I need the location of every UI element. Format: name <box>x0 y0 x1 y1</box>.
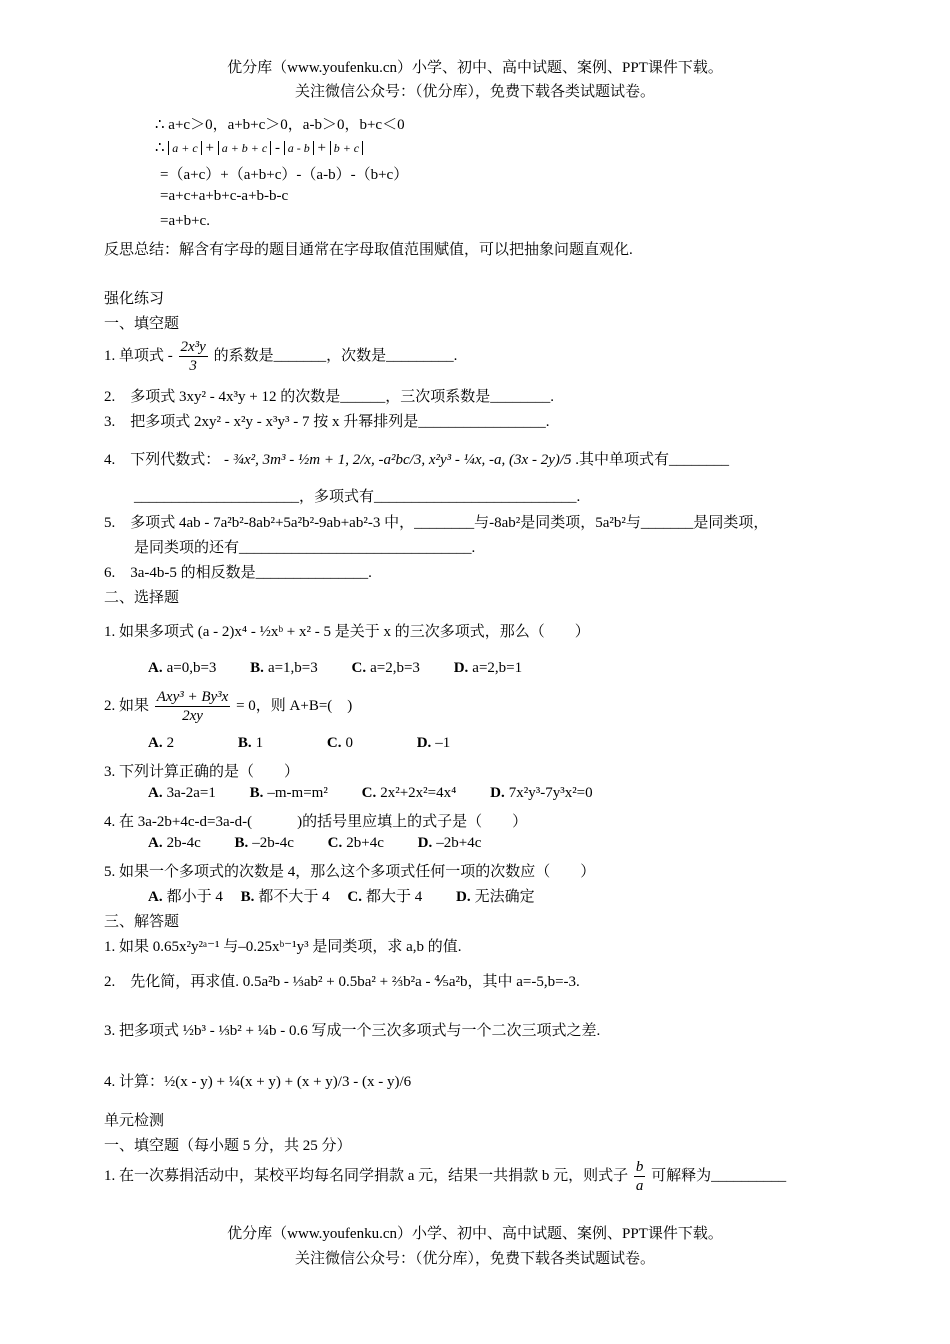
q4-expressions: - ¾x², 3m³ - ½m + 1, 2/x, -a²bc/3, x²y³ - ¼x, -a, (3x - 2y)/5 <box>224 452 572 468</box>
abs-a-minus-b: a - b <box>284 141 314 155</box>
therefore-symbol: ∴ <box>155 140 165 156</box>
unit-test-title: 单元检测 <box>104 1113 165 1129</box>
question-5-continued: 是同类项的还有_______________________________. <box>134 540 476 556</box>
solution-line-3: =（a+c）+（a+b+c）-（a-b）-（b+c） <box>160 167 409 183</box>
section-answer: 三、解答题 <box>104 914 180 930</box>
c2-fraction <box>155 688 231 725</box>
c4-option-c: C. 2b+4c <box>327 835 384 851</box>
c5-option-b: B. 都不大于 4 <box>240 889 330 905</box>
question-4-continued: ______________________，多项式有___________________________. <box>134 489 581 505</box>
c4-option-d: D. –2b+4c <box>417 835 482 851</box>
q1-fraction <box>179 338 208 375</box>
choice-3-options <box>148 785 623 802</box>
question-2: 2. 多项式 3xy² - 4x³y + 12 的次数是______，三次项系数是________. <box>104 389 554 405</box>
answer-3: 3. 把多项式 ½b³ - ⅓b² + ¼b - 0.6 写成一个三次多项式与一个二次三项式之差. <box>104 1023 601 1039</box>
abs-a-plus-b-plus-c: a + b + c <box>218 141 272 155</box>
question-6: 6. 3a-4b-5 的相反数是_______________. <box>104 565 372 581</box>
choice-2 <box>104 688 352 725</box>
solution-line-1: ∴ a+c＞0，a+b+c＞0，a-b＞0，b+c＜0 <box>155 117 405 133</box>
c2-option-d: D. –1 <box>416 735 451 751</box>
c2-option-a: A. 2 <box>148 735 175 751</box>
ut-q1-prefix: 1. 在一次募捐活动中，某校平均每名同学捐款 a 元，结果一共捐款 b 元，则式子 <box>104 1167 629 1184</box>
c4-option-b: B. –2b-4c <box>234 835 294 851</box>
answer-4: 4. 计算：½(x - y) + ¼(x + y) + (x + y)/3 - (x - y)/6 <box>104 1074 412 1090</box>
section-fill-blank: 一、填空题 <box>104 316 180 332</box>
c1-option-c: C. a=2,b=3 <box>351 660 420 676</box>
choice-4: 4. 在 3a-2b+4c-d=3a-d-( )的括号里应填上的式子是（ ） <box>104 814 528 830</box>
solution-line-5: =a+b+c. <box>160 213 210 229</box>
ut-q1-numerator: b <box>635 1159 644 1175</box>
section-choice: 二、选择题 <box>104 590 180 606</box>
c2-option-b: B. 1 <box>237 735 264 751</box>
q4-suffix: .其中单项式有________ <box>575 452 730 468</box>
q1-suffix: 的系数是_______，次数是_________. <box>213 347 458 364</box>
question-3: 3. 把多项式 2xy² - x²y - x³y³ - 7 按 x 升幂排列是_________________. <box>104 414 550 430</box>
c1-option-b: B. a=1,b=3 <box>250 660 318 676</box>
c3-option-b: B. –m-m=m² <box>249 785 328 801</box>
question-4 <box>104 448 729 469</box>
question-1 <box>104 338 457 375</box>
c2-option-c: C. 0 <box>326 735 353 751</box>
header-line-1: 优分库（www.youfenku.cn）小学、初中、高中试题、案例、PPT课件下载。 <box>227 60 723 76</box>
choice-3: 3. 下列计算正确的是（ ） <box>104 764 300 780</box>
c3-option-c: C. 2x²+2x²=4x⁴ <box>361 785 457 801</box>
choice-1-options <box>148 660 552 677</box>
answer-1: 1. 如果 0.65x²y²ᵃ⁻¹ 与–0.25xᵇ⁻¹y³ 是同类项，求 a,b 的值. <box>104 939 462 955</box>
choice-1: 1. 如果多项式 (a - 2)x⁴ - ½xᵇ + x² - 5 是关于 x 的三次多项式，那么（ ） <box>104 624 590 640</box>
footer-line-2: 关注微信公众号：（优分库），免费下载各类试题试卷。 <box>294 1251 655 1267</box>
answer-2: 2. 先化简，再求值. 0.5a²b - ⅓ab² + 0.5ba² + ⅔b²a - ⅘a²b，其中 a=-5,b=-3. <box>104 974 580 990</box>
q1-numerator: 2x³y <box>180 339 206 355</box>
question-5: 5. 多项式 4ab - 7a²b²-8ab²+5a²b²-9ab+ab²-3 中，________与-8ab²是同类项，5a²b²与_______是同类项， <box>104 515 769 531</box>
q1-prefix: 1. 单项式 - <box>104 347 173 364</box>
q1-denominator: 3 <box>189 358 197 374</box>
c5-option-d: D. 无法确定 <box>456 889 535 905</box>
choice-5: 5. 如果一个多项式的次数是 4，那么这个多项式任何一项的次数应（ ） <box>104 864 596 880</box>
c4-option-a: A. 2b-4c <box>148 835 201 851</box>
footer-line-1: 优分库（www.youfenku.cn）小学、初中、高中试题、案例、PPT课件下载。 <box>227 1226 723 1242</box>
reflection-summary: 反思总结：解含有字母的题目通常在字母取值范围赋值，可以把抽象问题直观化. <box>104 242 633 258</box>
c2-numerator: Axy³ + By³x <box>156 689 229 705</box>
c2-denominator: 2xy <box>182 708 203 724</box>
q4-prefix: 4. 下列代数式： <box>104 452 221 468</box>
c1-option-a: A. a=0,b=3 <box>148 660 217 676</box>
c2-prefix: 2. 如果 <box>104 697 150 714</box>
unit-test-question-1 <box>104 1158 786 1195</box>
practice-title: 强化练习 <box>104 291 165 307</box>
c5-option-a: A. 都小于 4 <box>148 889 223 905</box>
ut-q1-fraction <box>634 1158 646 1195</box>
c3-option-d: D. 7x²y³-7y³x²=0 <box>490 785 593 801</box>
choice-2-options <box>148 735 480 752</box>
solution-line-4: =a+c+a+b+c-a+b-b-c <box>160 188 289 204</box>
ut-q1-suffix: 可解释为__________ <box>651 1167 787 1184</box>
solution-line-2: ∴ a + c + a + b + c - a - b + b + c <box>155 138 363 157</box>
c3-option-a: A. 3a-2a=1 <box>148 785 216 801</box>
unit-test-section-1: 一、填空题（每小题 5 分，共 25 分） <box>104 1138 352 1154</box>
c2-suffix: = 0，则 A+B=( ) <box>236 697 353 714</box>
choice-5-options <box>148 885 565 906</box>
ut-q1-denominator: a <box>635 1178 644 1194</box>
choice-4-options <box>148 835 511 852</box>
c1-option-d: D. a=2,b=1 <box>453 660 523 676</box>
header-line-2: 关注微信公众号：（优分库），免费下载各类试题试卷。 <box>294 84 655 100</box>
abs-b-plus-c: b + c <box>330 141 363 155</box>
c5-option-c: C. 都大于 4 <box>347 889 423 905</box>
abs-a-plus-c: a + c <box>168 141 201 155</box>
